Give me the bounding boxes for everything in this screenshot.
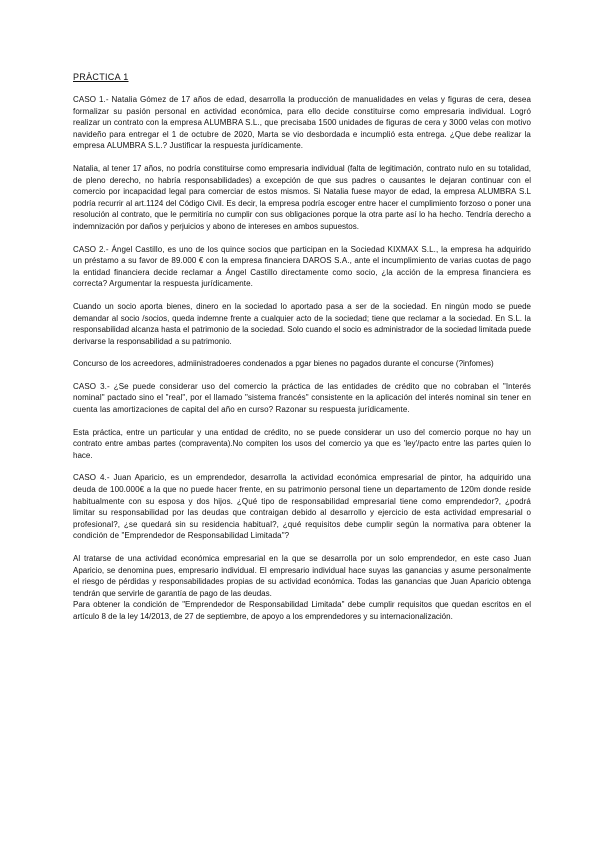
case-1-answer: Natalia, al tener 17 años, no podría constituirse como empresaria individual (falta de legitimación, contrato nulo en su totalidad, de pleno derecho, no habría responsabilidades) a excepción de que sus padres o causantes le dejaran continuar con el comercio por incapacidad legal para comerciar de estos mismos. Si Natalia fuese mayor de edad, la empresa ALUMBRA S.L podría recurrir al art.1124 del Código Civil. Es decir, la empresa podría escoger entre hacer el cumplimiento forzoso o poner una resolución al contrato, que le permitiría no cumplir con sus obligaciones porque la otra parte así lo ha hecho. Tendría derecho a indemnización por daños y perjuicios y abono de intereses en ambos supuestos. xyxy=(73,163,531,231)
document-title: PRÀCTICA 1 xyxy=(73,72,129,82)
case-2-answer: Cuando un socio aporta bienes, dinero en la sociedad lo aportado pasa a ser de la sociedad. En ningún modo se puede demandar al socio /socios, queda indemne frente a cualquier acto de la sociedad; tiene que reclamar a la sociedad. En S.L. la responsabilidad alcanza hasta el patrimonio de la sociedad. Solo cuando el socio es administrador de la sociedad limitada puede derivarse la responsabilidad a su patrimonio. xyxy=(73,301,531,346)
document-page xyxy=(73,72,531,634)
case-4-answer-requirements: Para obtener la condición de "Emprendedor de Responsabilidad Limitada" debe cumplir requisitos que quedan escritos en el artículo 8 de la ley 14/2013, de 27 de septiembre, de apoyo a los emprendedores y su internacionalización. xyxy=(73,600,531,621)
case-4-answer: Al tratarse de una actividad económica empresarial en la que se desarrolla por un solo emprendedor, en este caso Juan Aparicio, se denomina pues, empresario individual. El empresario individual hace suyas las ganancias y asume personalmente el riesgo de pérdidas y responsabilidades propias de su actividad económica. Todas las ganancias que Juan Aparicio obtenga tendrán que servirle de garantía de pago de las deudas. xyxy=(73,554,531,598)
case-3-question: CASO 3.- ¿Se puede considerar uso del comercio la práctica de las entidades de crédito que no cobraban el "Interés nominal" pactado sino el "real", por el llamado "sistema francés" consistente en la aplicación del interés nominal sin tener en cuenta las amortizaciones de capital del año en curso? Razonar su respuesta jurídicamente. xyxy=(73,381,531,415)
case-2-question: CASO 2.- Ángel Castillo, es uno de los quince socios que participan en la Sociedad KIXMAX S.L., la empresa ha adquirido un préstamo a su favor de 89.000 € con la empresa financiera DAROS S.A., ante el incumplimiento de varias cuotas de pago la entidad financiera decide reclamar a Ángel Castillo directamente como socio, ¿la acción de la empresa financiera es correcta? Argumentar la respuesta jurídicamente. xyxy=(73,244,531,289)
case-4-question: CASO 4.- Juan Aparicio, es un emprendedor, desarrolla la actividad económica empresarial de pintor, ha adquirido una deuda de 100.000€ a la que no puede hacer frente, en su patrimonio personal tiene un departamento de 120m donde reside habitualmente con su esposa y dos hijos. ¿Qué tipo de responsabilidad empresarial tiene como emprendedor?, ¿podrá limitar su responsabilidad por las deudas que contraigan debido al desarrollo y ejercicio de esta actividad empresarial o profesional?, ¿se quedará sin su residencia habitual?, ¿qué requisitos debe cumplir según la normativa para obtener la condición de "Emprendedor de Responsabilidad Limitada"? xyxy=(73,473,531,541)
case-2-note: Concurso de los acreedores, admiinistradoeres condenados a pgar bienes no pagados durante el concurse (?infomes) xyxy=(73,359,494,369)
case-1-question: CASO 1.- Natalia Gómez de 17 años de edad, desarrolla la producción de manualidades en velas y figuras de cera, desea formalizar su pasión personal en actividad económica, para ello decide constituirse como empresaria individual. Logró realizar un contrato con la empresa ALUMBRA S.L., que precisaba 1500 unidades de figuras de cera y 3000 velas con motivo navideño para entregar el 1 de octubre de 2020, Marta se vio desbordada e incumplió esta entrega. ¿Que debe realizar la empresa ALUMBRA S.L.? Justificar la respuesta jurídicamente. xyxy=(73,95,531,151)
case-3-answer: Esta práctica, entre un particular y una entidad de crédito, no se puede considerar un uso del comercio porque no hay un contrato entre ambas partes (compraventa).No compiten los usos del comercio ya que es 'ley'/pacto entre las partes quien lo hace. xyxy=(73,427,531,460)
